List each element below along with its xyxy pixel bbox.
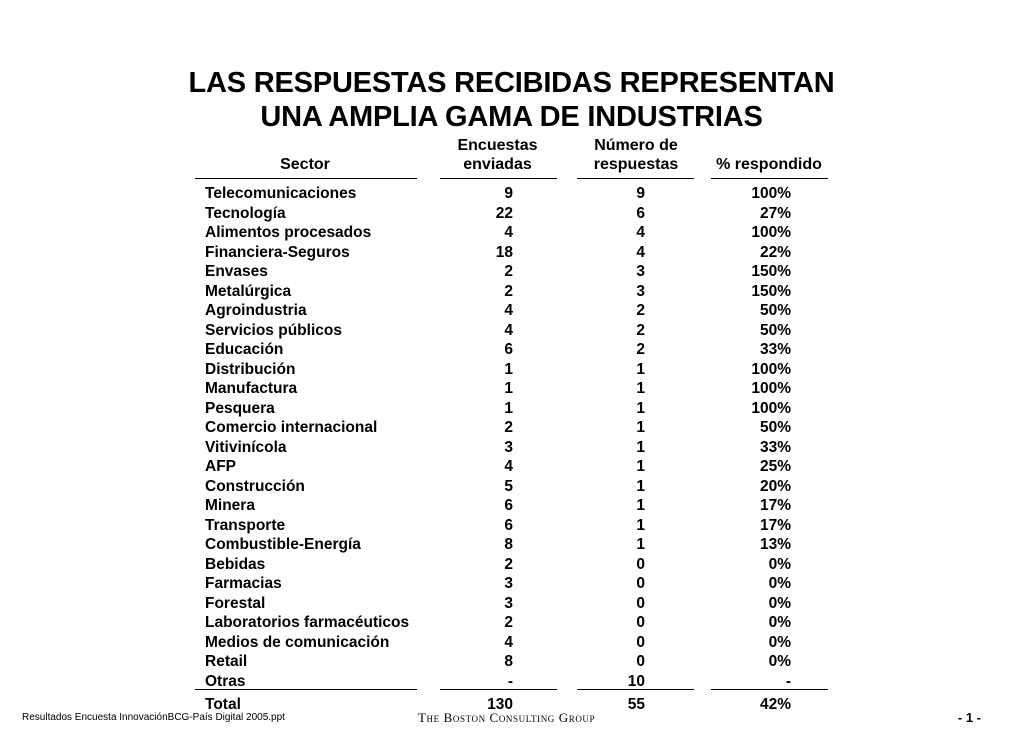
total-percent: 42% (759, 696, 791, 713)
table-row (0, 321, 1023, 341)
row-sector: Laboratorios farmacéuticos (205, 614, 410, 631)
total-label: Total (205, 696, 241, 713)
row-sent: 8 (504, 536, 513, 553)
row-percent: 100% (751, 380, 791, 397)
row-sent: 3 (504, 594, 513, 612)
row-responses: 0 (636, 594, 645, 612)
row-responses: 1 (636, 536, 645, 553)
row-sector: Medios de comunicación (205, 633, 390, 651)
row-sent: 1 (504, 360, 513, 378)
table-row (0, 613, 1023, 633)
row-sent: 8 (504, 653, 513, 670)
table-row (0, 204, 1023, 224)
row-sent: 4 (504, 458, 513, 475)
table-row (0, 360, 1023, 380)
row-responses: 2 (636, 341, 645, 358)
row-responses: 6 (636, 204, 645, 222)
row-sent: - (507, 672, 513, 690)
row-percent: 33% (759, 341, 791, 358)
row-responses: 4 (636, 224, 645, 241)
row-percent: 17% (759, 497, 791, 514)
title-line-2: UNA AMPLIA GAMA DE INDUSTRIAS (260, 101, 763, 133)
row-responses: 2 (636, 302, 645, 319)
total-responses: 55 (627, 696, 645, 713)
row-responses: 1 (636, 477, 645, 495)
table-row (0, 652, 1023, 672)
row-responses: 0 (636, 555, 645, 573)
row-sector: Envases (205, 263, 268, 280)
row-sector: Servicios públicos (205, 321, 342, 339)
row-sent: 2 (504, 419, 513, 436)
row-responses: 3 (636, 282, 645, 300)
row-responses: 0 (636, 575, 645, 592)
row-percent: 100% (751, 224, 791, 241)
row-responses: 0 (636, 653, 645, 670)
row-sector: Metalúrgica (205, 282, 292, 300)
row-responses: 0 (636, 614, 645, 631)
row-percent: 25% (759, 458, 791, 475)
row-percent: 100% (751, 360, 791, 378)
table-row (0, 516, 1023, 536)
header-responses-line-2: respuestas (593, 156, 679, 173)
row-sent: 4 (504, 224, 513, 241)
row-sent: 4 (504, 321, 513, 339)
row-sent: 6 (504, 516, 513, 534)
row-percent: 0% (768, 594, 791, 612)
row-sent: 2 (504, 614, 513, 631)
row-sector: Retail (205, 653, 248, 670)
row-sector: Comercio internacional (205, 419, 378, 436)
header-responses (577, 136, 695, 174)
table-row (0, 457, 1023, 477)
table-row (0, 262, 1023, 282)
table-row (0, 243, 1023, 263)
table-row (0, 535, 1023, 555)
table-row (0, 418, 1023, 438)
row-sector: Alimentos procesados (205, 224, 372, 241)
header-rule-sent (440, 178, 557, 179)
footer-company: The Boston Consulting Group (418, 710, 596, 725)
row-percent: 50% (759, 302, 791, 319)
row-sent: 2 (504, 263, 513, 280)
row-percent: 50% (759, 419, 791, 436)
row-responses: 0 (636, 633, 645, 651)
header-rule-responses (577, 178, 694, 179)
row-sector: Construcción (205, 477, 305, 495)
row-sector: AFP (205, 458, 236, 475)
row-sent: 2 (504, 555, 513, 573)
table-row (0, 340, 1023, 360)
row-sector: Manufactura (205, 380, 298, 397)
header-sent-line-1: Encuestas (457, 137, 538, 154)
row-percent: 50% (759, 321, 791, 339)
row-sector: Forestal (205, 594, 266, 612)
header-percent: % respondido (716, 156, 822, 173)
row-sector: Combustible-Energía (205, 536, 361, 553)
table-row (0, 594, 1023, 614)
table-row (0, 301, 1023, 321)
row-sent: 4 (504, 302, 513, 319)
table-row (0, 574, 1023, 594)
total-rule-responses (577, 689, 694, 690)
page-title (0, 66, 1023, 134)
footer-page-number: - 1 - (957, 710, 981, 725)
row-sent: 5 (504, 477, 513, 495)
row-sent: 1 (504, 380, 513, 397)
total-sent: 130 (487, 696, 513, 713)
row-responses: 1 (636, 360, 645, 378)
row-responses: 1 (636, 516, 645, 534)
row-responses: 2 (636, 321, 645, 339)
row-sent: 6 (504, 497, 513, 514)
row-sent: 6 (504, 341, 513, 358)
row-percent: 0% (768, 614, 791, 631)
row-responses: 9 (636, 185, 645, 202)
footer-filename: Resultados Encuesta InnovaciónBCG-País Digital 2005.ppt (22, 712, 285, 723)
table-row (0, 496, 1023, 516)
row-sector: Transporte (205, 516, 286, 534)
row-sector: Telecomunicaciones (205, 185, 357, 202)
row-responses: 3 (636, 263, 645, 280)
row-percent: 100% (751, 185, 791, 202)
title-line-1: LAS RESPUESTAS RECIBIDAS REPRESENTAN (188, 67, 835, 99)
total-rule-sent (440, 689, 557, 690)
row-sector: Tecnología (205, 204, 286, 222)
total-rule-sector (195, 689, 417, 690)
row-percent: - (785, 672, 791, 690)
header-rule-percent (711, 178, 828, 179)
table-row (0, 282, 1023, 302)
row-percent: 0% (768, 653, 791, 670)
table-row (0, 379, 1023, 399)
row-sector: Distribución (205, 360, 296, 378)
row-sector: Otras (205, 672, 246, 690)
row-percent: 27% (759, 204, 791, 222)
row-percent: 33% (759, 438, 791, 456)
row-percent: 22% (759, 243, 791, 261)
row-sector: Vitivinícola (205, 438, 287, 456)
row-sent: 9 (504, 185, 513, 202)
row-percent: 0% (768, 575, 791, 592)
row-sent: 4 (504, 633, 513, 651)
table-row (0, 438, 1023, 458)
table-row (0, 555, 1023, 575)
row-sector: Educación (205, 341, 284, 358)
row-responses: 1 (636, 399, 645, 417)
row-responses: 1 (636, 419, 645, 436)
row-sector: Financiera-Seguros (205, 243, 350, 261)
row-percent: 13% (759, 536, 791, 553)
row-percent: 17% (759, 516, 791, 534)
row-responses: 1 (636, 458, 645, 475)
row-percent: 100% (751, 399, 791, 417)
header-responses-line-1: Número de (594, 137, 678, 154)
row-sent: 1 (504, 399, 513, 417)
row-sent: 18 (495, 243, 513, 261)
row-responses: 1 (636, 497, 645, 514)
row-sector: Bebidas (205, 555, 266, 573)
row-percent: 0% (768, 555, 791, 573)
row-percent: 0% (768, 633, 791, 651)
table-row (0, 184, 1023, 204)
row-sector: Agroindustria (205, 302, 307, 319)
row-sent: 2 (504, 282, 513, 300)
header-sector: Sector (280, 156, 330, 173)
row-responses: 10 (627, 672, 645, 690)
header-rule-sector (195, 178, 417, 179)
header-sent-line-2: enviadas (463, 156, 532, 173)
data-table (0, 184, 1023, 691)
row-percent: 150% (751, 263, 791, 280)
table-row (0, 399, 1023, 419)
row-sector: Pesquera (205, 399, 275, 417)
row-responses: 1 (636, 438, 645, 456)
row-sector: Farmacias (205, 575, 282, 592)
row-responses: 4 (636, 243, 645, 261)
row-sent: 22 (495, 204, 513, 222)
row-sent: 3 (504, 575, 513, 592)
row-sent: 3 (504, 438, 513, 456)
row-responses: 1 (636, 380, 645, 397)
total-rule-percent (711, 689, 828, 690)
row-percent: 150% (751, 282, 791, 300)
row-percent: 20% (759, 477, 791, 495)
table-row (0, 223, 1023, 243)
row-sector: Minera (205, 497, 255, 514)
header-sent (440, 136, 555, 174)
table-row (0, 477, 1023, 497)
table-row (0, 633, 1023, 653)
